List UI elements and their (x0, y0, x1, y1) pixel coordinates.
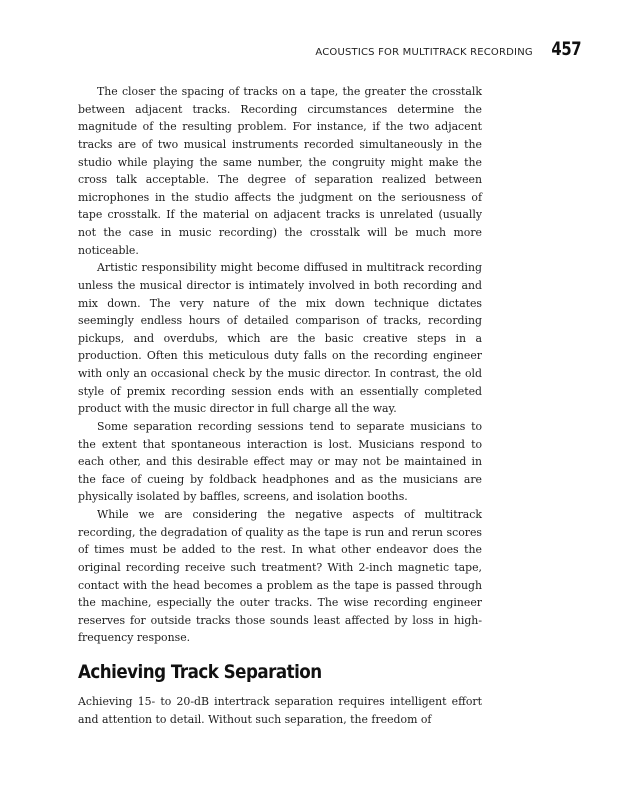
paragraph: Some separation recording sessions tend to separate musicians to the extent that spontaneous interaction is lost. Musicians respond to each other, and this desirable effect may or may not be maintained in the face of cueing by foldback headphones and as the musicians are physically isolated by baffles, screens, and isolation booths. (78, 419, 482, 504)
body-text (78, 83, 482, 728)
paragraph: Achieving 15- to 20-dB intertrack separation requires intelligent effort and attention to detail. Without such separation, the freedom of (78, 695, 482, 726)
page-number: 457 (551, 38, 581, 60)
paragraph: The closer the spacing of tracks on a tape, the greater the crosstalk between adjacent tracks. Recording circumstances determine the magnitude of the resulting problem. For instance, if the two adjacent tracks are of two musical instruments recorded simultaneously in the studio while playing the same number, the congruity might make the cross talk acceptable. The degree of separation realized between microphones in the studio affects the judgment on the seriousness of tape crosstalk. If the material on adjacent tracks is unrelated (usually not the case in music recording) the crosstalk will be much more noticeable. (78, 85, 482, 257)
section-heading: Achieving Track Separation (78, 661, 322, 683)
paragraph: While we are considering the negative aspects of multitrack recording, the degradation of quality as the tape is run and rerun scores of times must be added to the rest. In what other endeavor does the original recording receive such treatment? With 2-inch magnetic tape, contact with the head becomes a problem as the tape is passed through the machine, especially the outer tracks. The wise recording engineer reserves for outside tracks those sounds least affected by loss in high-frequency response. (78, 508, 482, 645)
running-head-title: ACOUSTICS FOR MULTITRACK RECORDING (315, 47, 533, 58)
paragraph: Artistic responsibility might become diffused in multitrack recording unless the musical director is intimately involved in both recording and mix down. The very nature of the mix down technique dictates seemingly endless hours of detailed comparison of tracks, recording pickups, and overdubs, which are the basic creative steps in a production. Often this meticulous duty falls on the recording engineer with only an occasional check by the music director. In contrast, the old style of premix recording session ends with an essentially completed product with the music director in full charge all the way. (78, 261, 482, 416)
running-head (315, 38, 581, 60)
